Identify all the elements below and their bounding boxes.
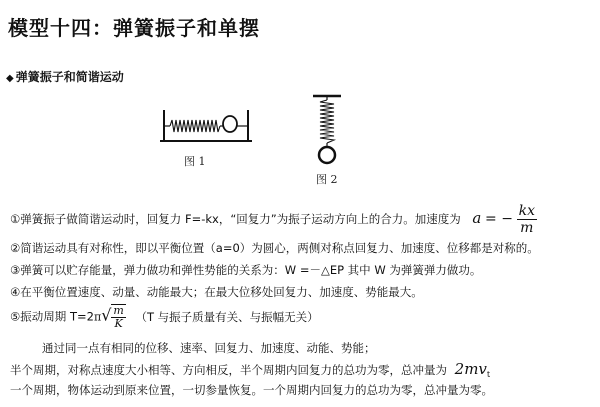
summary-line-1: 通过同一点有相同的位移、速率、回复力、加速度、动能、势能； xyxy=(42,341,376,355)
impulse-value: 2mv xyxy=(454,360,487,378)
item-1 xyxy=(10,203,537,236)
horizontal-spring xyxy=(170,120,220,132)
section-heading-text: 弹簧振子和简谐运动 xyxy=(15,70,124,84)
equals-minus: = − xyxy=(485,211,513,227)
period-label: ⑤振动周期 T=2 xyxy=(10,309,94,324)
item-5 xyxy=(10,304,319,330)
pendulum-ball xyxy=(319,147,335,163)
period-note: （T 与振子质量有关、与振幅无关） xyxy=(135,309,319,324)
period-fraction xyxy=(111,304,125,330)
summary-line-3: 一个周期，物体运动到原来位置，一切参量恢复。一个周期内回复力的总功为零，总冲量为零。 xyxy=(10,383,493,397)
summary-line-2-text: 半个周期，对称点速度大小相等、方向相反，半个周期内回复力的总功为零，总冲量为 xyxy=(10,363,447,377)
item-4: ④在平衡位置速度、动量、动能最大；在最大位移处回复力、加速度、势能最大。 xyxy=(10,285,423,299)
item-1-text: ①弹簧振子做简谐运动时，回复力 F=-kx，“回复力”为振子运动方向上的合力。加速度为 xyxy=(10,212,461,226)
impulse-formula xyxy=(455,360,490,378)
sqrt-radical-icon: √ xyxy=(101,305,112,325)
page-title: 模型十四：弹簧振子和单摆 xyxy=(8,16,260,40)
diamond-bullet-icon: ◆ xyxy=(6,73,14,84)
period-numerator: m xyxy=(113,304,124,317)
item-3: ③弹簧可以贮存能量，弹力做功和弹性势能的关系为：W =－△EP 其中 W 为弹簧弹力做功。 xyxy=(10,263,482,277)
item-2: ②简谐运动具有对称性，即以平衡位置（a=0）为圆心，两侧对称点回复力、加速度、位移都是对称的。 xyxy=(10,241,539,255)
oscillator-mass xyxy=(223,116,237,132)
fraction-numerator: kx xyxy=(518,203,535,219)
figure-2-vertical-spring xyxy=(305,92,349,167)
section-heading xyxy=(6,68,124,85)
vertical-spring xyxy=(320,100,334,143)
impulse-subscript: t xyxy=(486,370,491,379)
acceleration-fraction xyxy=(517,203,537,236)
fraction-denominator: m xyxy=(520,220,534,236)
period-denominator: K xyxy=(114,317,123,330)
figure-2-caption: 图 2 xyxy=(316,173,338,186)
summary-line-2 xyxy=(10,360,490,379)
figure-1-spring-oscillator xyxy=(150,100,270,150)
figure-1-caption: 图 1 xyxy=(184,155,206,168)
acceleration-symbol: a xyxy=(472,209,482,227)
pi-symbol: π xyxy=(93,310,102,324)
